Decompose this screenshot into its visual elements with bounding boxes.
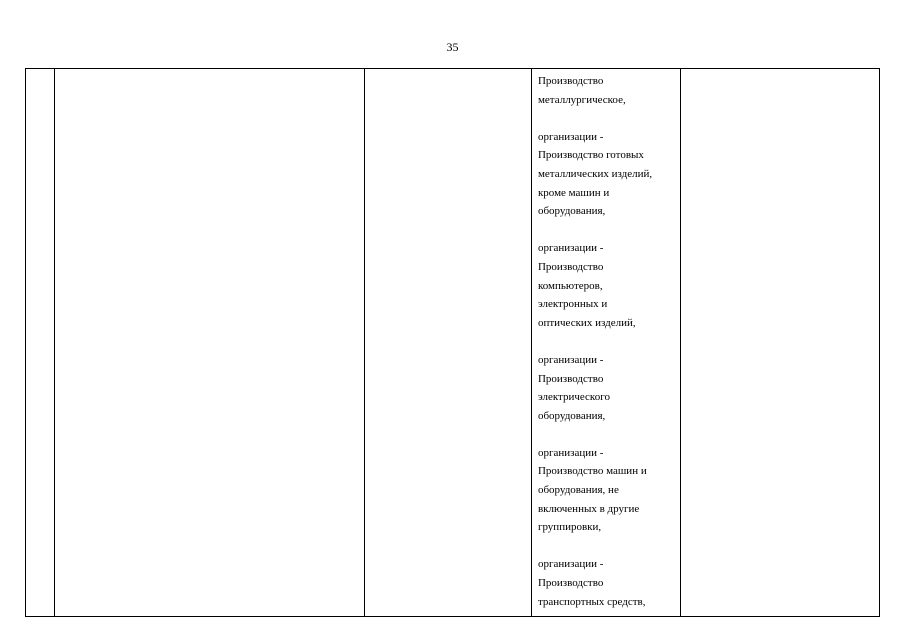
table-cell-number [26, 69, 55, 617]
text-line: организации - [537, 558, 604, 571]
table-cell-category [364, 69, 531, 617]
text-line: Производство [537, 260, 604, 273]
text-line: Производство машин и [537, 465, 647, 478]
table-row [26, 69, 880, 617]
text-line: электрического [537, 391, 610, 404]
text-line: оборудования, [537, 205, 606, 218]
document-table [25, 68, 880, 617]
organization-paragraph [538, 128, 676, 221]
text-line: организации - [537, 353, 604, 366]
organization-paragraph [538, 72, 676, 109]
text-line: организации - [537, 446, 604, 459]
text-line: организации - [537, 130, 604, 143]
text-line: Производство готовых [537, 149, 644, 162]
table-cell-description [55, 69, 365, 617]
table-cell-notes [680, 69, 879, 617]
text-line: Производство [537, 372, 604, 385]
text-line: группировки, [537, 521, 602, 534]
page-number: 35 [446, 40, 459, 54]
organization-paragraph [538, 351, 676, 425]
text-line: Производство [537, 577, 604, 590]
organizations-list [532, 69, 680, 611]
text-line: металлургическое, [537, 93, 626, 106]
text-line: организации - [537, 242, 604, 255]
text-line: оборудования, [537, 409, 606, 422]
text-line: кроме машин и [537, 186, 610, 199]
text-line: транспортных средств, [537, 595, 646, 608]
text-line: компьютеров, [537, 279, 603, 292]
text-line: оборудования, не [537, 484, 619, 497]
text-line: оптических изделий, [537, 316, 636, 329]
organization-paragraph [538, 555, 676, 611]
text-line: включенных в другие [537, 502, 640, 515]
organization-paragraph [538, 239, 676, 332]
organization-paragraph [538, 444, 676, 537]
text-line: металлических изделий, [537, 167, 653, 180]
text-line: электронных и [537, 298, 608, 311]
table-cell-organizations [531, 69, 680, 617]
text-line: Производство [537, 75, 604, 87]
